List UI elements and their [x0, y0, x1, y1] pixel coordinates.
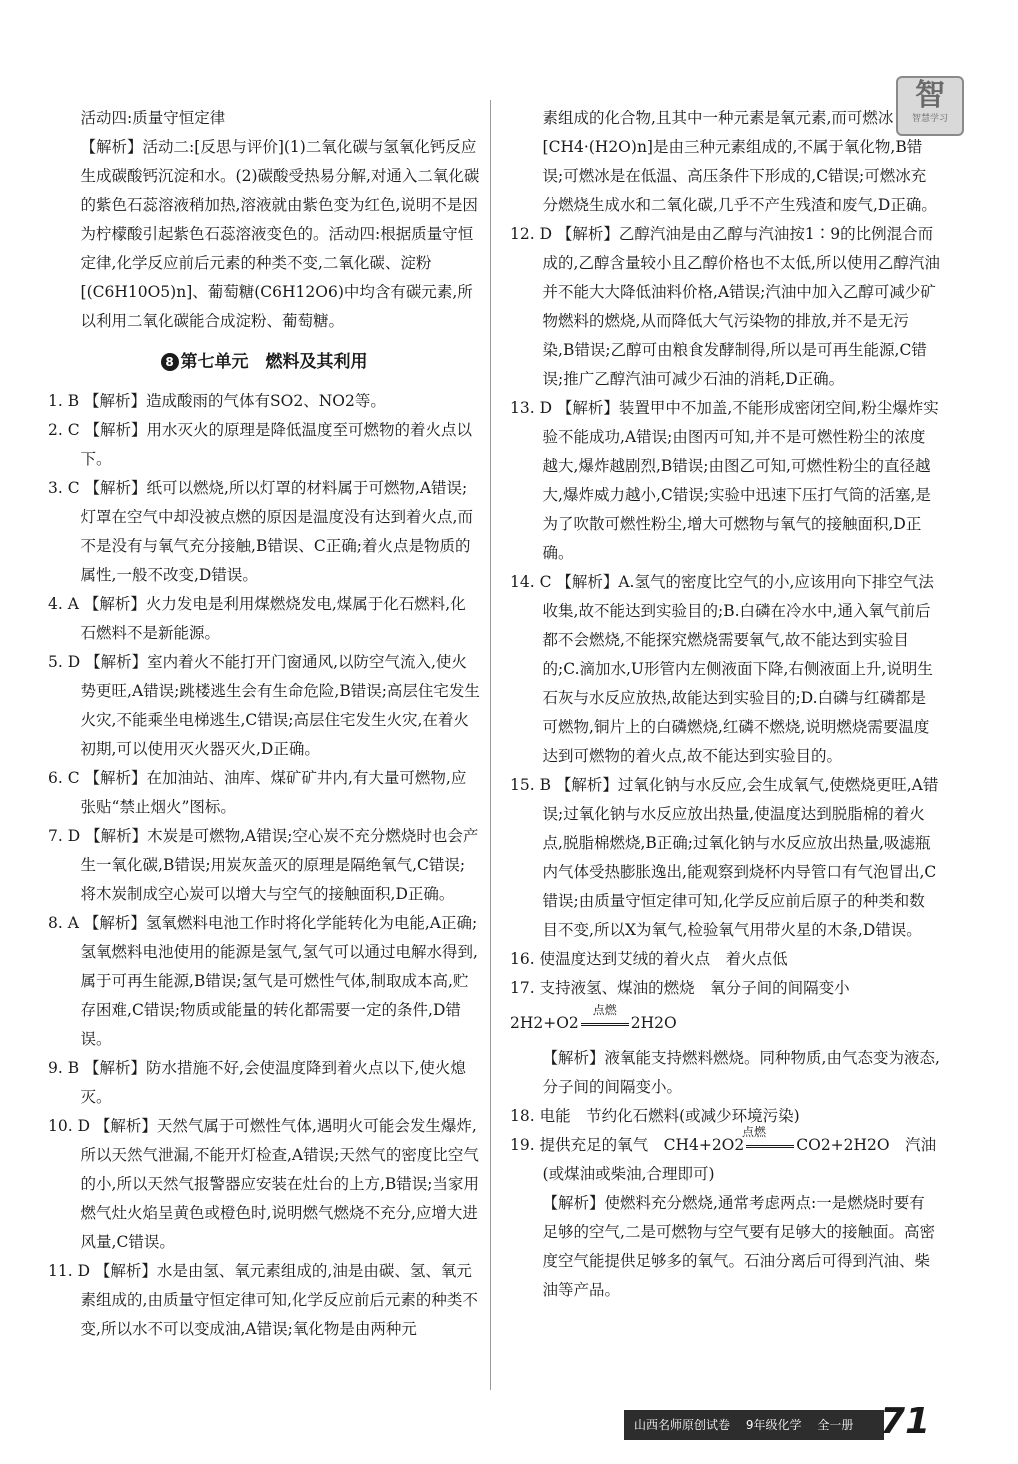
activity-analysis: 【解析】活动二:[反思与评价](1)二氧化碳与氢氧化钙反应生成碳酸钙沉淀和水。(2)碳酸受热易分解,对通入二氧化碳的紫色石蕊溶液稍加热,溶液就由紫色变为红色,说明不是因为柠檬酸引起紫色石蕊溶液变色的。活动四:根据质量守恒定律,化学反应前后元素的种类不变,二氧化碳、淀粉[(C6H10O5)n]、葡萄糖(C6H12O6)中均含有碳元素,所以利用二氧化碳能合成淀粉、葡萄糖。: [80, 138, 480, 330]
answer-item: 5. D 【解析】室内着火不能打开门窗通风,以防空气流入,使火势更旺,A错误;跳楼逃生会有生命危险,B错误;高层住宅发生火灾,不能乘坐电梯逃生,C错误;高层住宅发生火灾,在着火初期,可以使用灭火器灭火,D正确。: [48, 653, 480, 758]
answer-item: 17. 支持液氢、煤油的燃烧 氧分子间的间隔变小: [510, 979, 850, 997]
equation-left: 2H2+O2: [510, 1014, 579, 1032]
answer-text: 汽油(或煤油或柴油,合理即可): [542, 1136, 937, 1183]
answer-item: 7. D 【解析】木炭是可燃物,A错误;空心炭不充分燃烧时也会产生一氧化碳,B错误;用炭灰盖灭的原理是隔绝氧气,C错误;将木炭制成空心炭可以增大与空气的接触面积,D正确。: [48, 827, 479, 903]
reaction-arrow: [581, 1003, 629, 1031]
answer-item: 11. D 【解析】水是由氢、氧元素组成的,油是由碳、氢、氧元素组成的,由质量守恒定律可知,化学反应前后元素的种类不变,所以水不可以变成油,A错误;氧化物是由两种元: [48, 1262, 478, 1338]
right-column: [510, 104, 940, 1305]
answer-item: 4. A 【解析】火力发电是利用煤燃烧发电,煤属于化石燃料,化石燃料不是新能源。: [48, 595, 466, 642]
equation-hydrogen-combustion: [510, 1003, 940, 1038]
answer-item: 12. D 【解析】乙醇汽油是由乙醇与汽油按1∶9的比例混合而成的,乙醇含量较小且乙醇价格也不太低,所以使用乙醇汽油并不能大大降低油料价格,A错误;汽油中加入乙醇可减少矿物燃料的燃烧,从而降低大气污染物的排放,并不是无污染,B错误;乙醇可由粮食发酵制得,所以是可再生能源,C错误;推广乙醇汽油可减少石油的消耗,D正确。: [510, 225, 940, 388]
answer-item: 14. C 【解析】A.氢气的密度比空气的小,应该用向下排空气法收集,故不能达到实验目的;B.白磷在冷水中,通入氧气前后都不会燃烧,不能探究燃烧需要氧气,故不能达到实验目的;C.滴加水,U形管内左侧液面下降,右侧液面上升,说明生石灰与水反应放热,故能达到实验目的;D.白磷与红磷都是可燃物,铜片上的白磷燃烧,红磷不燃烧,说明燃烧需要温度达到可燃物的着火点,故不能达到实验目的。: [510, 573, 934, 765]
logo-subtitle: 智慧学习: [911, 114, 948, 124]
equation-left: CH4+2O2: [663, 1136, 745, 1154]
answer-item: 8. A 【解析】氢氧燃料电池工作时将化学能转化为电能,A正确;氢氧燃料电池使用的能源是氢气,氢气可以通过电解水得到,属于可再生能源,B错误;氢气是可燃性气体,制取成本高,贮存困难,C错误;物质或能量的转化都需要一定的条件,D错误。: [48, 914, 478, 1048]
answer-item: 1. B 【解析】造成酸雨的气体有SO2、NO2等。: [48, 392, 386, 410]
answer-item: 10. D 【解析】天然气属于可燃性气体,遇明火可能会发生爆炸,所以天然气泄漏,不能开灯检查,A错误;天然气的密度比空气的小,所以天然气报警器应安装在灶台的上方,B错误;当家用燃气灶火焰呈黄色或橙色时,说明燃气燃烧不充分,应增大进风量,C错误。: [48, 1117, 480, 1251]
equation-right: CO2+2H2O: [796, 1136, 890, 1154]
activity-four-heading: 活动四:质量守恒定律: [80, 109, 226, 127]
logo-char: 智: [915, 78, 945, 113]
column-divider: [490, 100, 491, 1390]
answer-item: 6. C 【解析】在加油站、油库、煤矿矿井内,有大量可燃物,应张贴“禁止烟火”图标。: [48, 769, 467, 816]
answer-item: 3. C 【解析】纸可以燃烧,所以灯罩的材料属于可燃物,A错误;灯罩在空气中却没被点燃的原因是温度没有达到着火点,而不是没有与氧气充分接触,B错误、C正确;着火点是物质的属性,一般不改变,D错误。: [48, 479, 473, 584]
unit-number-badge: 8: [161, 353, 179, 371]
answer-item: 13. D 【解析】装置甲中不加盖,不能形成密闭空间,粉尘爆炸实验不能成功,A错误;由图丙可知,并不是可燃性粉尘的浓度越大,爆炸越剧烈,B错误;由图乙可知,可燃性粉尘的直径越大,爆炸威力越小,C错误;实验中迅速下压打气筒的活塞,是为了吹散可燃性粉尘,增大可燃物与氧气的接触面积,D正确。: [510, 399, 939, 562]
unit-title-text: 第七单元 燃料及其利用: [180, 352, 368, 372]
answer-item: 16. 使温度达到艾绒的着火点 着火点低: [510, 950, 788, 968]
page-number: 71: [880, 1401, 931, 1442]
answer-item: 18. 电能 节约化石燃料(或减少环境污染): [510, 1107, 800, 1125]
answer-item: 2. C 【解析】用水灭火的原理是降低温度至可燃物的着火点以下。: [48, 421, 473, 468]
reaction-arrow: [741, 1125, 794, 1153]
answer-item: 9. B 【解析】防水措施不好,会使温度降到着火点以下,使火熄灭。: [48, 1059, 466, 1106]
footer-grade: 9年级化学: [745, 1418, 802, 1432]
answer-analysis: 【解析】使燃料充分燃烧,通常考虑两点:一是燃烧时要有足够的空气,二是可燃物与空气要有足够大的接触面。高密度空气能提供足够多的氧气。石油分离后可得到汽油、柴油等产品。: [542, 1194, 935, 1299]
answer-analysis: 【解析】液氧能支持燃料燃烧。同种物质,由气态变为液态,分子间的间隔变小。: [542, 1049, 940, 1096]
answer-item: [510, 1125, 940, 1189]
answer-item: 15. B 【解析】过氧化钠与水反应,会生成氧气,使燃烧更旺,A错误;过氧化钠与水反应放出热量,使温度达到脱脂棉的着火点,脱脂棉燃烧,B正确;过氧化钠与水反应放出热量,吸滤瓶内气体受热膨胀逸出,能观察到烧杯内导管口有气泡冒出,C错误;由质量守恒定律可知,化学反应前后原子的种类和数目不变,所以X为氧气,检验氧气用带火星的木条,D错误。: [510, 776, 939, 939]
answer-text: 19. 提供充足的氧气: [510, 1136, 649, 1154]
unit-title: [48, 348, 480, 377]
footer-bar: [624, 1410, 884, 1440]
answer-continuation: 素组成的化合物,且其中一种元素是氧元素,而可燃冰[CH4·(H2O)n]是由三种元素组成的,不属于氧化物,B错误;可燃冰是在低温、高压条件下形成的,C错误;可燃冰充分燃烧生成水和二氧化碳,几乎不产生残渣和废气,D正确。: [542, 109, 937, 214]
equation-right: 2H2O: [630, 1014, 677, 1032]
reaction-condition: 点燃: [741, 1125, 766, 1139]
reaction-condition: 点燃: [592, 1003, 617, 1017]
footer-series: 山西名师原创试卷: [634, 1418, 731, 1432]
left-column: [48, 104, 480, 1344]
footer-volume: 全一册: [817, 1418, 854, 1432]
